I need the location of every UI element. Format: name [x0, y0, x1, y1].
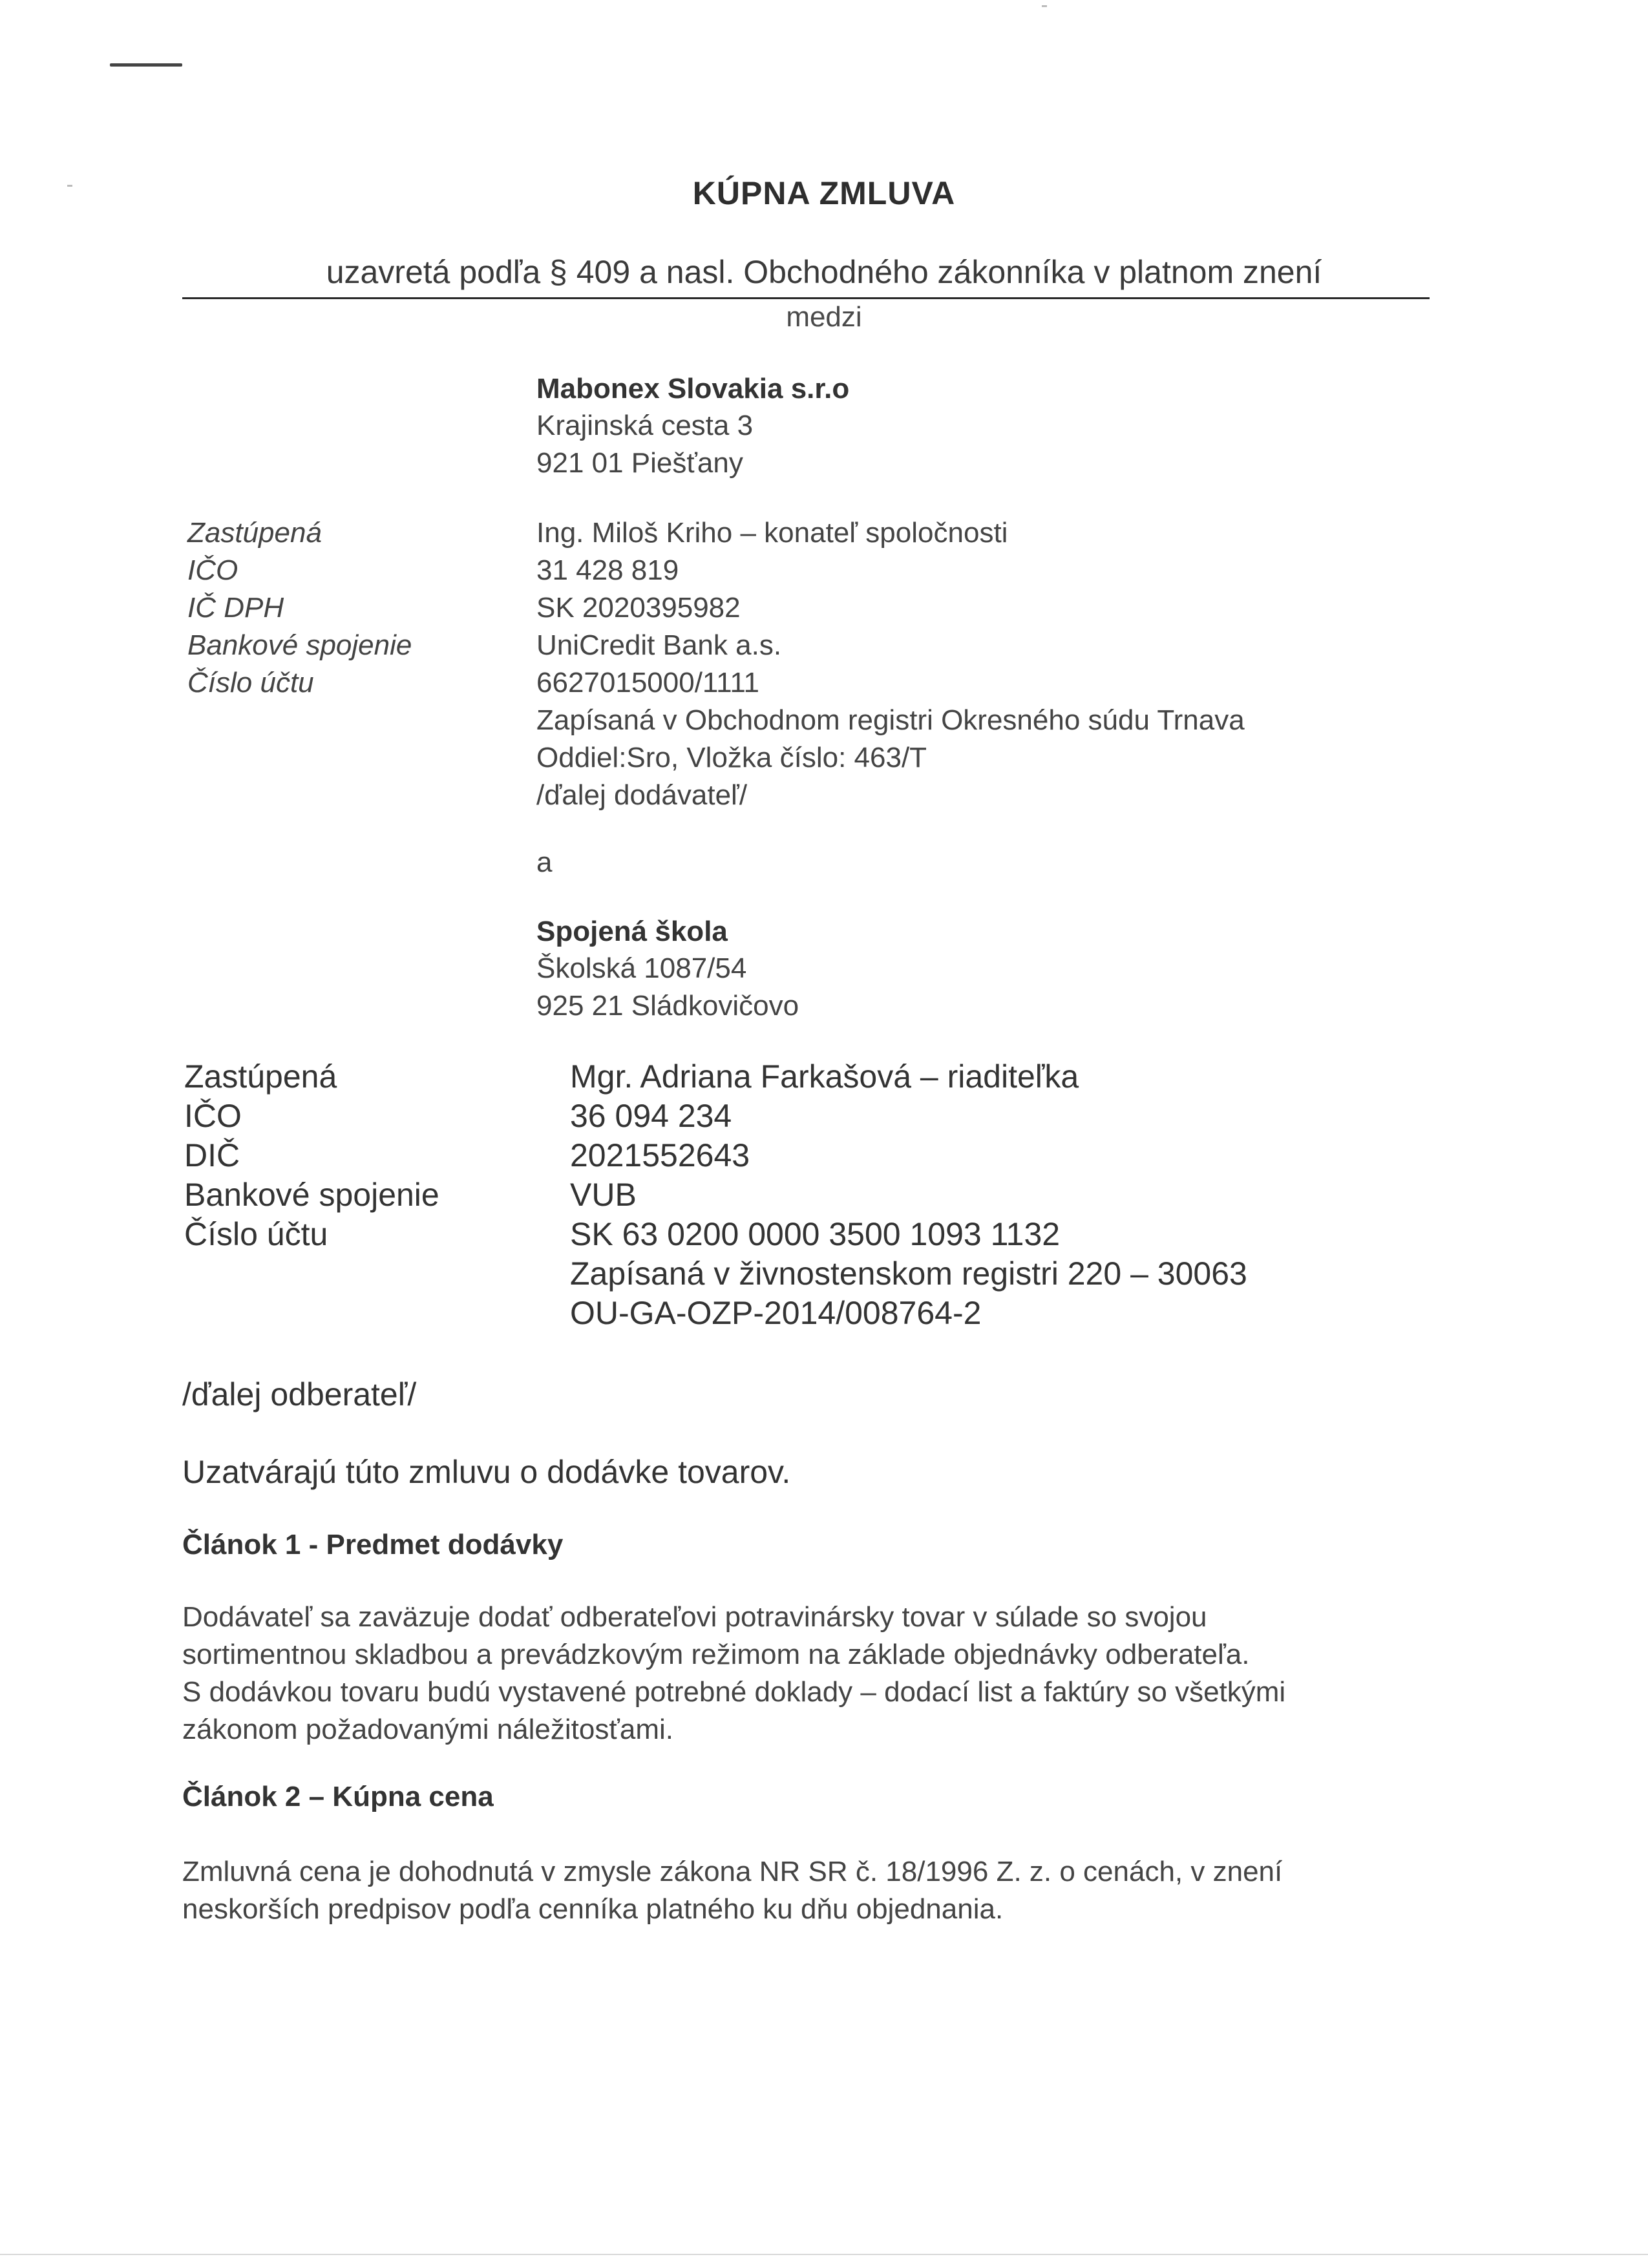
customer-value: 36 094 234 [570, 1098, 732, 1134]
supplier-name: Mabonex Slovakia s.r.o [536, 373, 850, 404]
customer-alias: /ďalej odberateľ/ [182, 1376, 417, 1412]
article1-heading: Článok 1 - Predmet dodávky [182, 1529, 564, 1560]
customer-value: OU-GA-OZP-2014/008764-2 [570, 1295, 982, 1331]
customer-label: Bankové spojenie [184, 1177, 439, 1213]
supplier-value: SK 2020395982 [536, 592, 741, 624]
supplier-label: Bankové spojenie [187, 629, 412, 661]
header-rule [182, 297, 1430, 299]
customer-label: DIČ [184, 1137, 240, 1173]
customer-label: Číslo účtu [184, 1216, 328, 1252]
customer-value: VUB [570, 1177, 637, 1213]
scan-mark [110, 63, 182, 67]
customer-values [570, 1057, 1247, 1333]
supplier-label: IČO [187, 554, 238, 586]
supplier-value: UniCredit Bank a.s. [536, 629, 782, 661]
conjunction: a [536, 846, 553, 878]
article1-line: Dodávateľ sa zaväzuje dodať odberateľovi potravinársky tovar v súlade so svojou [182, 1601, 1207, 1633]
article1-line: S dodávkou tovaru budú vystavené potrebné doklady – dodací list a faktúry so všetkými [182, 1676, 1286, 1708]
supplier-label: IČ DPH [187, 592, 284, 624]
supplier-label: Číslo účtu [187, 667, 314, 698]
customer-name: Spojená škola [536, 916, 728, 947]
supplier-value: Oddiel:Sro, Vložka číslo: 463/T [536, 742, 927, 773]
supplier-label: Zastúpená [187, 517, 322, 549]
supplier-city: 921 01 Piešťany [536, 447, 743, 479]
scan-speck [1042, 5, 1047, 7]
customer-value: SK 63 0200 0000 3500 1093 1132 [570, 1216, 1061, 1252]
supplier-labels [187, 514, 412, 702]
intro-sentence: Uzatvárajú túto zmluvu o dodávke tovarov. [182, 1454, 791, 1490]
article1-line: sortimentnou skladbou a prevádzkovým režimom na základe objednávky odberateľa. [182, 1639, 1250, 1670]
customer-street: Školská 1087/54 [536, 952, 747, 984]
supplier-value: /ďalej dodávateľ/ [536, 779, 748, 811]
customer-label: IČO [184, 1098, 242, 1134]
supplier-value: 31 428 819 [536, 554, 679, 586]
customer-value: Mgr. Adriana Farkašová – riaditeľka [570, 1058, 1079, 1095]
customer-value: Zapísaná v živnostenskom registri 220 – 30063 [570, 1255, 1247, 1292]
between-label: medzi [786, 301, 862, 333]
article2-line: neskorších predpisov podľa cenníka platného ku dňu objednania. [182, 1893, 1004, 1925]
supplier-value: Ing. Miloš Kriho – konateľ spoločnosti [536, 517, 1008, 549]
customer-city: 925 21 Sládkovičovo [536, 990, 799, 1022]
article2-body [182, 1853, 1282, 1928]
scan-edge [0, 2254, 1648, 2255]
customer-labels [184, 1057, 439, 1254]
supplier-value: 6627015000/1111 [536, 667, 760, 698]
customer-value: 2021552643 [570, 1137, 750, 1173]
article1-line: zákonom požadovanými náležitosťami. [182, 1714, 673, 1745]
document-title: KÚPNA ZMLUVA [692, 175, 956, 211]
supplier-values [536, 514, 1245, 814]
article2-line: Zmluvná cena je dohodnutá v zmysle zákona NR SR č. 18/1996 Z. z. o cenách, v znení [182, 1856, 1283, 1887]
supplier-value: Zapísaná v Obchodnom registri Okresného súdu Trnava [536, 704, 1245, 736]
document-subtitle: uzavretá podľa § 409 a nasl. Obchodného zákonníka v platnom znení [326, 254, 1322, 290]
article1-body [182, 1599, 1285, 1748]
customer-label: Zastúpená [184, 1058, 337, 1095]
article2-heading: Článok 2 – Kúpna cena [182, 1781, 494, 1812]
supplier-street: Krajinská cesta 3 [536, 410, 754, 441]
